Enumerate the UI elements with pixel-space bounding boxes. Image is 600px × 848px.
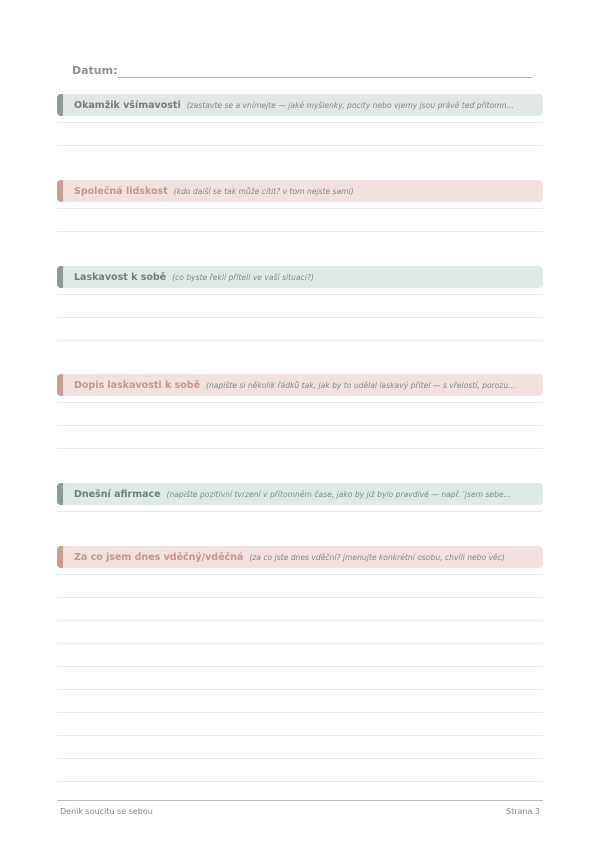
date-field[interactable] [72,64,532,80]
writing-line[interactable] [57,758,543,759]
writing-line[interactable] [57,402,543,403]
writing-line[interactable] [57,712,543,713]
page-number: Strana 3 [505,807,540,816]
writing-line[interactable] [57,735,543,736]
writing-line[interactable] [57,511,543,512]
writing-line[interactable] [57,145,543,146]
section-hint: (co byste řekli příteli ve vaší situaci?) [172,272,314,282]
section-kindness-letter [57,374,543,396]
date-label: Datum: [72,64,118,77]
section-title: Společná lidskost [74,185,168,197]
section-title: Okamžik všímavosti [74,99,181,111]
footer-title: Deník soucitu se sebou [60,807,153,816]
writing-line[interactable] [57,781,543,782]
writing-line[interactable] [57,620,543,621]
section-self-kindness [57,266,543,288]
section-gratitude [57,546,543,568]
section-mindfulness [57,94,543,116]
section-hint: (kdo další se tak může cítit? v tom nejste sami) [173,186,354,196]
writing-line[interactable] [57,294,543,295]
writing-line[interactable] [57,122,543,123]
date-line [118,77,532,78]
footer-divider [57,800,543,801]
writing-line[interactable] [57,597,543,598]
writing-line[interactable] [57,317,543,318]
section-title: Dopis laskavosti k sobě [74,379,201,391]
writing-line[interactable] [57,425,543,426]
writing-line[interactable] [57,666,543,667]
section-affirmation [57,483,543,505]
section-title: Dnešní afirmace [74,488,161,500]
writing-line[interactable] [57,340,543,341]
writing-line[interactable] [57,231,543,232]
writing-line[interactable] [57,574,543,575]
section-title: Za co jsem dnes vděčný/vděčná [74,551,244,563]
writing-line[interactable] [57,448,543,449]
section-hint: (napište si několik řádků tak, jak by to udělal laskavý přítel — s vřelostí, porozu... [206,380,516,390]
writing-line[interactable] [57,643,543,644]
section-hint: (za co jste dnes vděční? jmenujte konkrétní osobu, chvíli nebo věc) [249,552,505,562]
section-common-humanity [57,180,543,202]
section-title: Laskavost k sobě [74,271,167,283]
section-hint: (napište pozitivní tvrzení v přítomném čase, jako by již bylo pravdivé — např. 'jsem sebe... [166,489,511,499]
writing-line[interactable] [57,208,543,209]
writing-line[interactable] [57,689,543,690]
section-hint: (zastavte se a vnímejte — jaké myšlenky, pocity nebo vjemy jsou právě teď přítomn... [186,100,514,110]
